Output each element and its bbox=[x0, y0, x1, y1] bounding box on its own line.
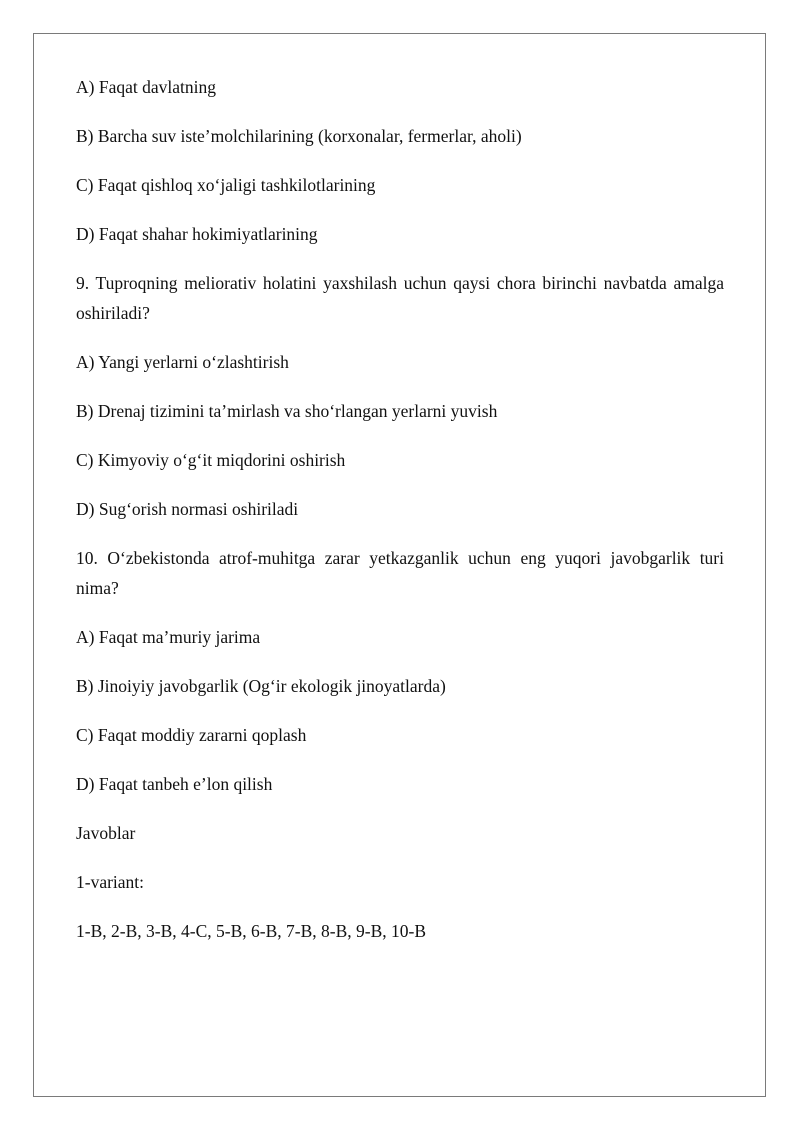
option-8b: B) Barcha suv iste’molchilarining (korxonalar, fermerlar, aholi) bbox=[76, 126, 522, 146]
document-body bbox=[76, 72, 724, 965]
option-8c: C) Faqat qishloq xo‘jaligi tashkilotlarining bbox=[76, 175, 376, 195]
option-10a: A) Faqat ma’muriy jarima bbox=[76, 627, 261, 647]
option-10c: C) Faqat moddiy zararni qoplash bbox=[76, 725, 307, 745]
option-9d: D) Sug‘orish normasi oshiriladi bbox=[76, 499, 299, 519]
question-10: 10. O‘zbekistonda atrof-muhitga zarar yetkazganlik uchun eng yuqori javobgarlik turi nima? bbox=[76, 548, 724, 598]
option-9c: C) Kimyoviy o‘g‘it miqdorini oshirish bbox=[76, 450, 346, 470]
option-10d: D) Faqat tanbeh e’lon qilish bbox=[76, 774, 273, 794]
option-8d: D) Faqat shahar hokimiyatlarining bbox=[76, 224, 318, 244]
answers-variant-label: 1-variant: bbox=[76, 872, 145, 892]
answers-heading: Javoblar bbox=[76, 823, 136, 843]
question-9: 9. Tuproqning meliorativ holatini yaxshilash uchun qaysi chora birinchi navbatda amalga oshiriladi? bbox=[76, 273, 724, 323]
option-9b: B) Drenaj tizimini ta’mirlash va sho‘rlangan yerlarni yuvish bbox=[76, 401, 498, 421]
option-8a: A) Faqat davlatning bbox=[76, 77, 216, 97]
answers-key: 1-B, 2-B, 3-B, 4-C, 5-B, 6-B, 7-B, 8-B, 9-B, 10-B bbox=[76, 921, 426, 941]
option-10b: B) Jinoiyiy javobgarlik (Og‘ir ekologik jinoyatlarda) bbox=[76, 676, 446, 696]
option-9a: A) Yangi yerlarni o‘zlashtirish bbox=[76, 352, 289, 372]
